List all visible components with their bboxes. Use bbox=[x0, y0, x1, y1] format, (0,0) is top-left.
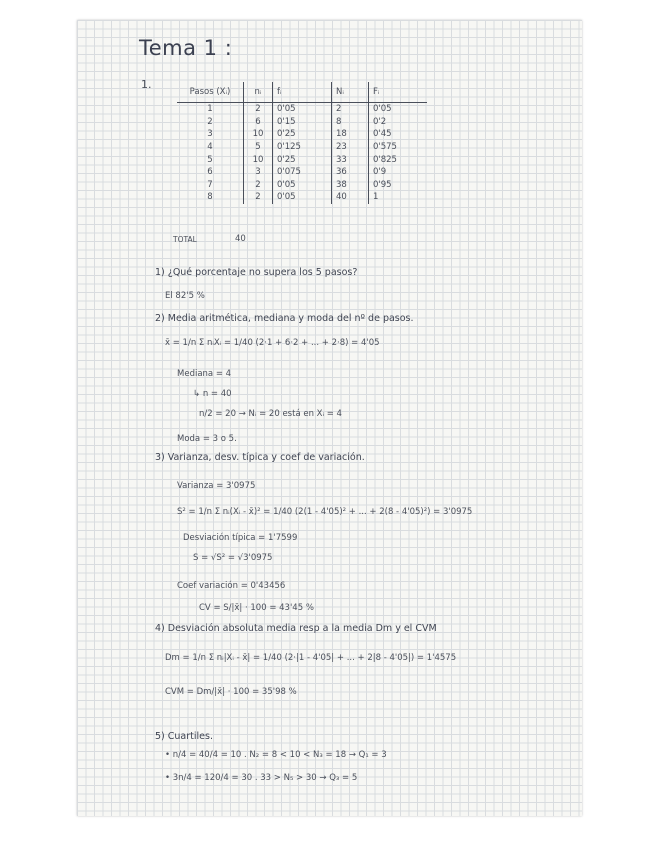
table-cell: 0'05 bbox=[273, 179, 332, 192]
question-heading: 5) Cuartiles. bbox=[155, 731, 213, 742]
table-cell: 0'95 bbox=[373, 179, 392, 190]
table-cell: 2 bbox=[177, 116, 244, 129]
handwritten-line: S² = 1/n Σ nᵢ(Xᵢ - x̄)² = 1/40 (2(1 - 4'05)² + ... + 2(8 - 4'05)²) = 3'0975 bbox=[177, 507, 473, 517]
handwritten-line: Coef variación = 0'43456 bbox=[177, 581, 286, 591]
handwritten-line: Varianza = 3'0975 bbox=[177, 481, 256, 491]
handwritten-line: Moda = 3 o 5. bbox=[177, 434, 237, 444]
column-header: fᵢ bbox=[273, 82, 332, 103]
table-cell: 33 bbox=[332, 153, 369, 166]
table-cell: 0'05 bbox=[273, 103, 332, 116]
table-cell: 7 bbox=[177, 179, 244, 192]
table-cell: 0'05 bbox=[373, 104, 392, 115]
table-cell: 6 bbox=[244, 116, 273, 129]
handwritten-line: n/2 = 20 → Nᵢ = 20 está en Xᵢ = 4 bbox=[199, 409, 342, 419]
table-cell: 23 bbox=[332, 141, 369, 154]
table-cell: 0'575 bbox=[373, 142, 397, 153]
column-header: Fᵢ bbox=[369, 82, 428, 103]
frequency-table bbox=[177, 82, 427, 204]
page-title: Tema 1 : bbox=[139, 36, 233, 60]
table-cell: 36 bbox=[332, 166, 369, 179]
notebook-page bbox=[77, 20, 582, 816]
table-cell: 2 bbox=[244, 103, 273, 116]
table-cell: 2 bbox=[244, 179, 273, 192]
handwritten-line: • 3n/4 = 120/4 = 30 . 33 > N₅ > 30 → Q₃ = 5 bbox=[165, 773, 358, 783]
question-heading: 1) ¿Qué porcentaje no supera los 5 pasos? bbox=[155, 267, 358, 278]
table-cell: 0'25 bbox=[273, 153, 332, 166]
handwritten-line: S = √S² = √3'0975 bbox=[193, 553, 273, 563]
table-cell: 0'45 bbox=[373, 129, 392, 140]
handwritten-line: CV = S/|x̄| · 100 = 43'45 % bbox=[199, 603, 314, 613]
handwritten-line: x̄ = 1/n Σ nᵢXᵢ = 1/40 (2·1 + 6·2 + ... + 2·8) = 4'05 bbox=[165, 338, 380, 348]
column-header: nᵢ bbox=[244, 82, 273, 103]
column-header: Nᵢ bbox=[332, 82, 369, 103]
table-cell: 0'075 bbox=[273, 166, 332, 179]
table-cell: 0'05 bbox=[273, 191, 332, 204]
table-row bbox=[177, 141, 427, 154]
table-cell: 0'825 bbox=[373, 154, 397, 165]
table-cell: 0'125 bbox=[273, 141, 332, 154]
table-cell: 8 bbox=[332, 116, 369, 129]
question-heading: 3) Varianza, desv. típica y coef de variación. bbox=[155, 452, 365, 463]
table-cell: 0'2 bbox=[373, 116, 387, 127]
table-row bbox=[177, 179, 427, 192]
table-cell: 40 bbox=[332, 191, 369, 204]
table-cell: 1 bbox=[177, 103, 244, 116]
table-cell: 0'9 bbox=[373, 167, 387, 178]
table-cell: 10 bbox=[244, 128, 273, 141]
exercise-number: 1. bbox=[141, 78, 152, 91]
table-row bbox=[177, 128, 427, 141]
column-header: Pasos (Xᵢ) bbox=[177, 82, 244, 103]
table-cell: 2 bbox=[244, 191, 273, 204]
handwritten-line: El 82'5 % bbox=[165, 291, 205, 301]
handwritten-line: Mediana = 4 bbox=[177, 369, 232, 379]
table-cell: 3 bbox=[244, 166, 273, 179]
handwritten-line: • n/4 = 40/4 = 10 . N₂ = 8 < 10 < N₃ = 18 → Q₁ = 3 bbox=[165, 750, 387, 760]
table-cell: 38 bbox=[332, 179, 369, 192]
table-cell: 10 bbox=[244, 153, 273, 166]
handwritten-line: CVM = Dm/|x̄| · 100 = 35'98 % bbox=[165, 687, 297, 697]
table-cell: 5 bbox=[244, 141, 273, 154]
handwritten-line: ↳ n = 40 bbox=[193, 389, 232, 399]
table-cell: 6 bbox=[177, 166, 244, 179]
table-row bbox=[177, 191, 427, 204]
table-cell: 4 bbox=[177, 141, 244, 154]
table-cell: 0'15 bbox=[273, 116, 332, 129]
table-cell: 0'25 bbox=[273, 128, 332, 141]
handwritten-line: Dm = 1/n Σ nᵢ|Xᵢ - x̄| = 1/40 (2·|1 - 4'05| + ... + 2|8 - 4'05|) = 1'4575 bbox=[165, 653, 457, 663]
table-row bbox=[177, 116, 427, 129]
table-cell: 1 bbox=[373, 192, 379, 203]
table-row bbox=[177, 153, 427, 166]
table-row bbox=[177, 166, 427, 179]
table-cell: 3 bbox=[177, 128, 244, 141]
table-row bbox=[177, 103, 427, 116]
table-cell: 18 bbox=[332, 128, 369, 141]
table-cell: 2 bbox=[332, 103, 369, 116]
total-value: 40 bbox=[235, 234, 246, 244]
question-heading: 4) Desviación absoluta media resp a la media Dm y el CVM bbox=[155, 623, 437, 634]
table-header-row bbox=[177, 82, 427, 103]
handwritten-line: Desviación típica = 1'7599 bbox=[183, 533, 298, 543]
total-label: TOTAL bbox=[173, 235, 197, 244]
question-heading: 2) Media aritmética, mediana y moda del nº de pasos. bbox=[155, 313, 414, 324]
table-cell: 5 bbox=[177, 153, 244, 166]
table-cell: 8 bbox=[177, 191, 244, 204]
